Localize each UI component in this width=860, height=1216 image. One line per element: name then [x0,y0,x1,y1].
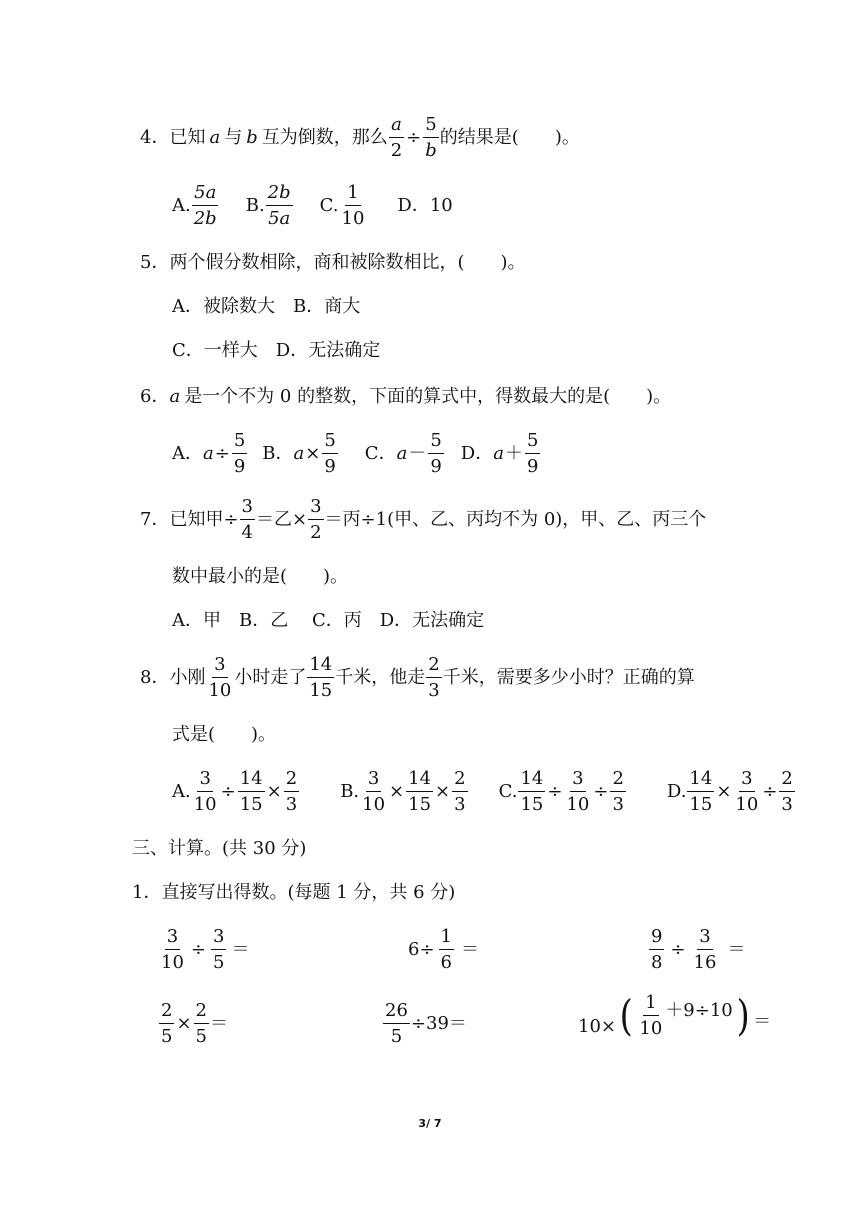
q6-option-b-label: B． [262,443,294,464]
q4-text-1: 已知 [169,127,206,148]
calc-3-equals: ＝ [727,939,746,960]
q7-number: 7． [140,509,170,530]
q8-option-d-fraction-1: $\frac{14}{15}$ [689,768,713,815]
calc-3 [648,928,745,972]
calc-1-fraction-1: $\frac{3}{10}$ [161,926,184,973]
q6-option-c-label: C． [364,443,397,464]
q8-text-4: 千米，需要多少小时？正确的算 [442,667,695,688]
q4-stem [140,116,580,160]
q7-text-3: ＝丙÷1(甲、乙、丙均不为 0)，甲、乙、丙三个 [324,509,707,530]
q8-fraction-2: 14 15 [309,654,333,701]
q8-option-a-op-2: × [266,781,282,802]
calc-4-op: × [176,1013,192,1034]
calc-1-equals: ＝ [231,939,250,960]
q8-fraction-1: 3 10 [208,654,232,701]
q4-operator: ÷ [406,127,422,148]
calc-3-op: ÷ [670,939,686,960]
calc-5-fraction: $\frac{26}{5}$ [385,1000,408,1047]
q7-stem [140,498,706,542]
q8-option-d-label: D. [666,781,687,802]
q7-fraction-1: $\frac{3}{4}$ [241,496,253,543]
q7-fraction-2: $\frac{3}{2}$ [310,496,322,543]
q8-option-b-op-2: × [435,781,451,802]
q6-stem [140,388,671,406]
q4-fraction-2: $\frac{5}{b}$ [425,114,437,161]
q8-option-a-fraction-2: $\frac{14}{15}$ [239,768,263,815]
calc-2-equals: ＝ [461,939,479,960]
calc-3-fraction-2: $\frac{3}{16}$ [693,926,717,973]
q8-option-c-label: C. [498,781,518,802]
q7-stem-line-2: 数中最小的是( )。 [172,566,349,587]
q6-var-a: a [169,386,181,407]
page-number: 3/ 7 [418,1117,442,1130]
q4-option-c-fraction: 1 10 [341,182,365,229]
q3-1-title: 1．直接写出得数。(每题 1 分，共 6 分) [132,882,456,903]
q4-text-2: 与 [224,127,243,148]
q4-option-b-label: B. [245,195,265,216]
q8-text-1: 小刚 [169,667,206,688]
calc-1 [158,928,249,972]
q8-option-c-op-2: ÷ [593,781,609,802]
calc-1-fraction-2: $\frac{3}{5}$ [213,926,225,973]
calc-5 [382,1002,467,1046]
q6-option-a-var: a [203,443,214,464]
q4-var-b: b [246,127,258,148]
q8-fraction-3: 2 3 [428,654,440,701]
calc-6-right-paren: ) [736,991,750,1040]
q8-stem-line-2: 式是( )。 [172,724,277,745]
q6-option-a-op: ÷ [214,443,230,464]
q6-option-c-op: － [408,443,427,464]
q4-option-a-fraction: 5a 2b [193,182,217,229]
calc-6-fraction: 1 10 [639,992,663,1039]
q8-stem [140,656,695,700]
q6-option-d-fraction: 5 9 [526,430,539,477]
calc-6-middle: ＋9÷10 [665,1000,733,1021]
q8-option-b-fraction-1: $\frac{3}{10}$ [362,768,386,815]
q8-text-2: 小时走了 [234,667,307,688]
calc-3-fraction-1: $\frac{9}{8}$ [651,926,663,973]
calc-6-equals: ＝ [753,1011,772,1032]
calc-1-op: ÷ [190,939,206,960]
q6-option-c-fraction: 5 9 [430,430,442,477]
q4-var-a: a [209,127,221,148]
q8-option-a-op-1: ÷ [220,781,236,802]
q7-text-2: ＝乙× [256,509,308,530]
q5-options-row-1: A．被除数大 B．商大 [172,296,361,317]
q4-number: 4． [140,127,170,148]
q4-option-a-label: A. [172,195,191,216]
q6-option-d-op: ＋ [504,443,523,464]
q8-option-b-fraction-2: $\frac{14}{15}$ [408,768,432,815]
q6-option-b-fraction: $\frac{5}{9}$ [324,430,336,477]
q8-option-c-fraction-3: $\frac{2}{3}$ [612,768,624,815]
calc-4 [158,1002,228,1046]
q6-option-b-var: a [293,443,305,464]
section-3-title: 三、计算。(共 30 分) [132,838,307,859]
q8-option-d-fraction-2: $\frac{3}{10}$ [735,768,759,815]
calc-2-fraction: $\frac{1}{6}$ [440,926,452,973]
q4-option-d: D．10 [397,195,453,216]
q6-option-d-label: D． [460,443,494,464]
q6-option-a-fraction: $\frac{5}{9}$ [233,430,246,477]
q8-option-a-fraction-1: $\frac{3}{10}$ [193,768,217,815]
q8-options [172,770,796,814]
q8-text-3: 千米，他走 [335,667,426,688]
q6-option-c-var: a [396,443,408,464]
q8-option-d-op-1: × [716,781,732,802]
calc-4-fraction-1: $\frac{2}{5}$ [161,1000,173,1047]
q4-option-c-label: C. [319,195,339,216]
q4-options [172,184,453,228]
q8-option-b-fraction-3: $\frac{2}{3}$ [454,768,466,815]
calc-4-equals: ＝ [210,1013,228,1034]
calc-6-prefix: 10× [578,1016,616,1037]
calc-2 [408,928,479,972]
q8-option-c-op-1: ÷ [547,781,563,802]
q6-number: 6． [140,386,170,407]
q8-option-c-fraction-2: $\frac{3}{10}$ [566,768,590,815]
calc-5-suffix: ÷39＝ [410,1013,467,1034]
q5-options-row-2: C．一样大 D．无法确定 [172,340,381,361]
calc-2-prefix: 6÷ [408,939,435,960]
q6-option-b-op: × [305,443,321,464]
q8-option-a-label: A. [172,781,191,802]
q4-option-b-fraction: 2b 5a [267,182,291,229]
q4-fraction-1: $\frac{a}{2}$ [390,114,403,161]
q6-options [172,432,541,476]
calc-4-fraction-2: $\frac{2}{5}$ [195,1000,207,1047]
q8-option-d-fraction-3: $\frac{2}{3}$ [781,768,793,815]
q4-text-4: 的结果是( )。 [439,127,580,148]
calc-6 [578,991,772,1040]
q8-option-b-label: B. [340,781,360,802]
q7-options: A．甲 B．乙 C．丙 D．无法确定 [172,610,485,631]
q8-option-c-fraction-1: $\frac{14}{15}$ [520,768,544,815]
q6-option-d-var: a [493,443,504,464]
q7-text-1: 已知甲÷ [169,509,239,530]
q8-option-b-op-1: × [389,781,405,802]
q6-option-a-label: A． [172,443,203,464]
q6-text: 是一个不为 0 的整数，下面的算式中，得数最大的是( )。 [184,386,672,407]
q5-stem: 5．两个假分数相除，商和被除数相比，( )。 [140,252,526,273]
calc-6-left-paren: ( [619,991,633,1040]
q8-option-d-op-2: ÷ [762,781,778,802]
q8-number: 8． [140,667,170,688]
q8-option-a-fraction-3: $\frac{2}{3}$ [285,768,298,815]
q4-text-3: 互为倒数，那么 [261,127,388,148]
